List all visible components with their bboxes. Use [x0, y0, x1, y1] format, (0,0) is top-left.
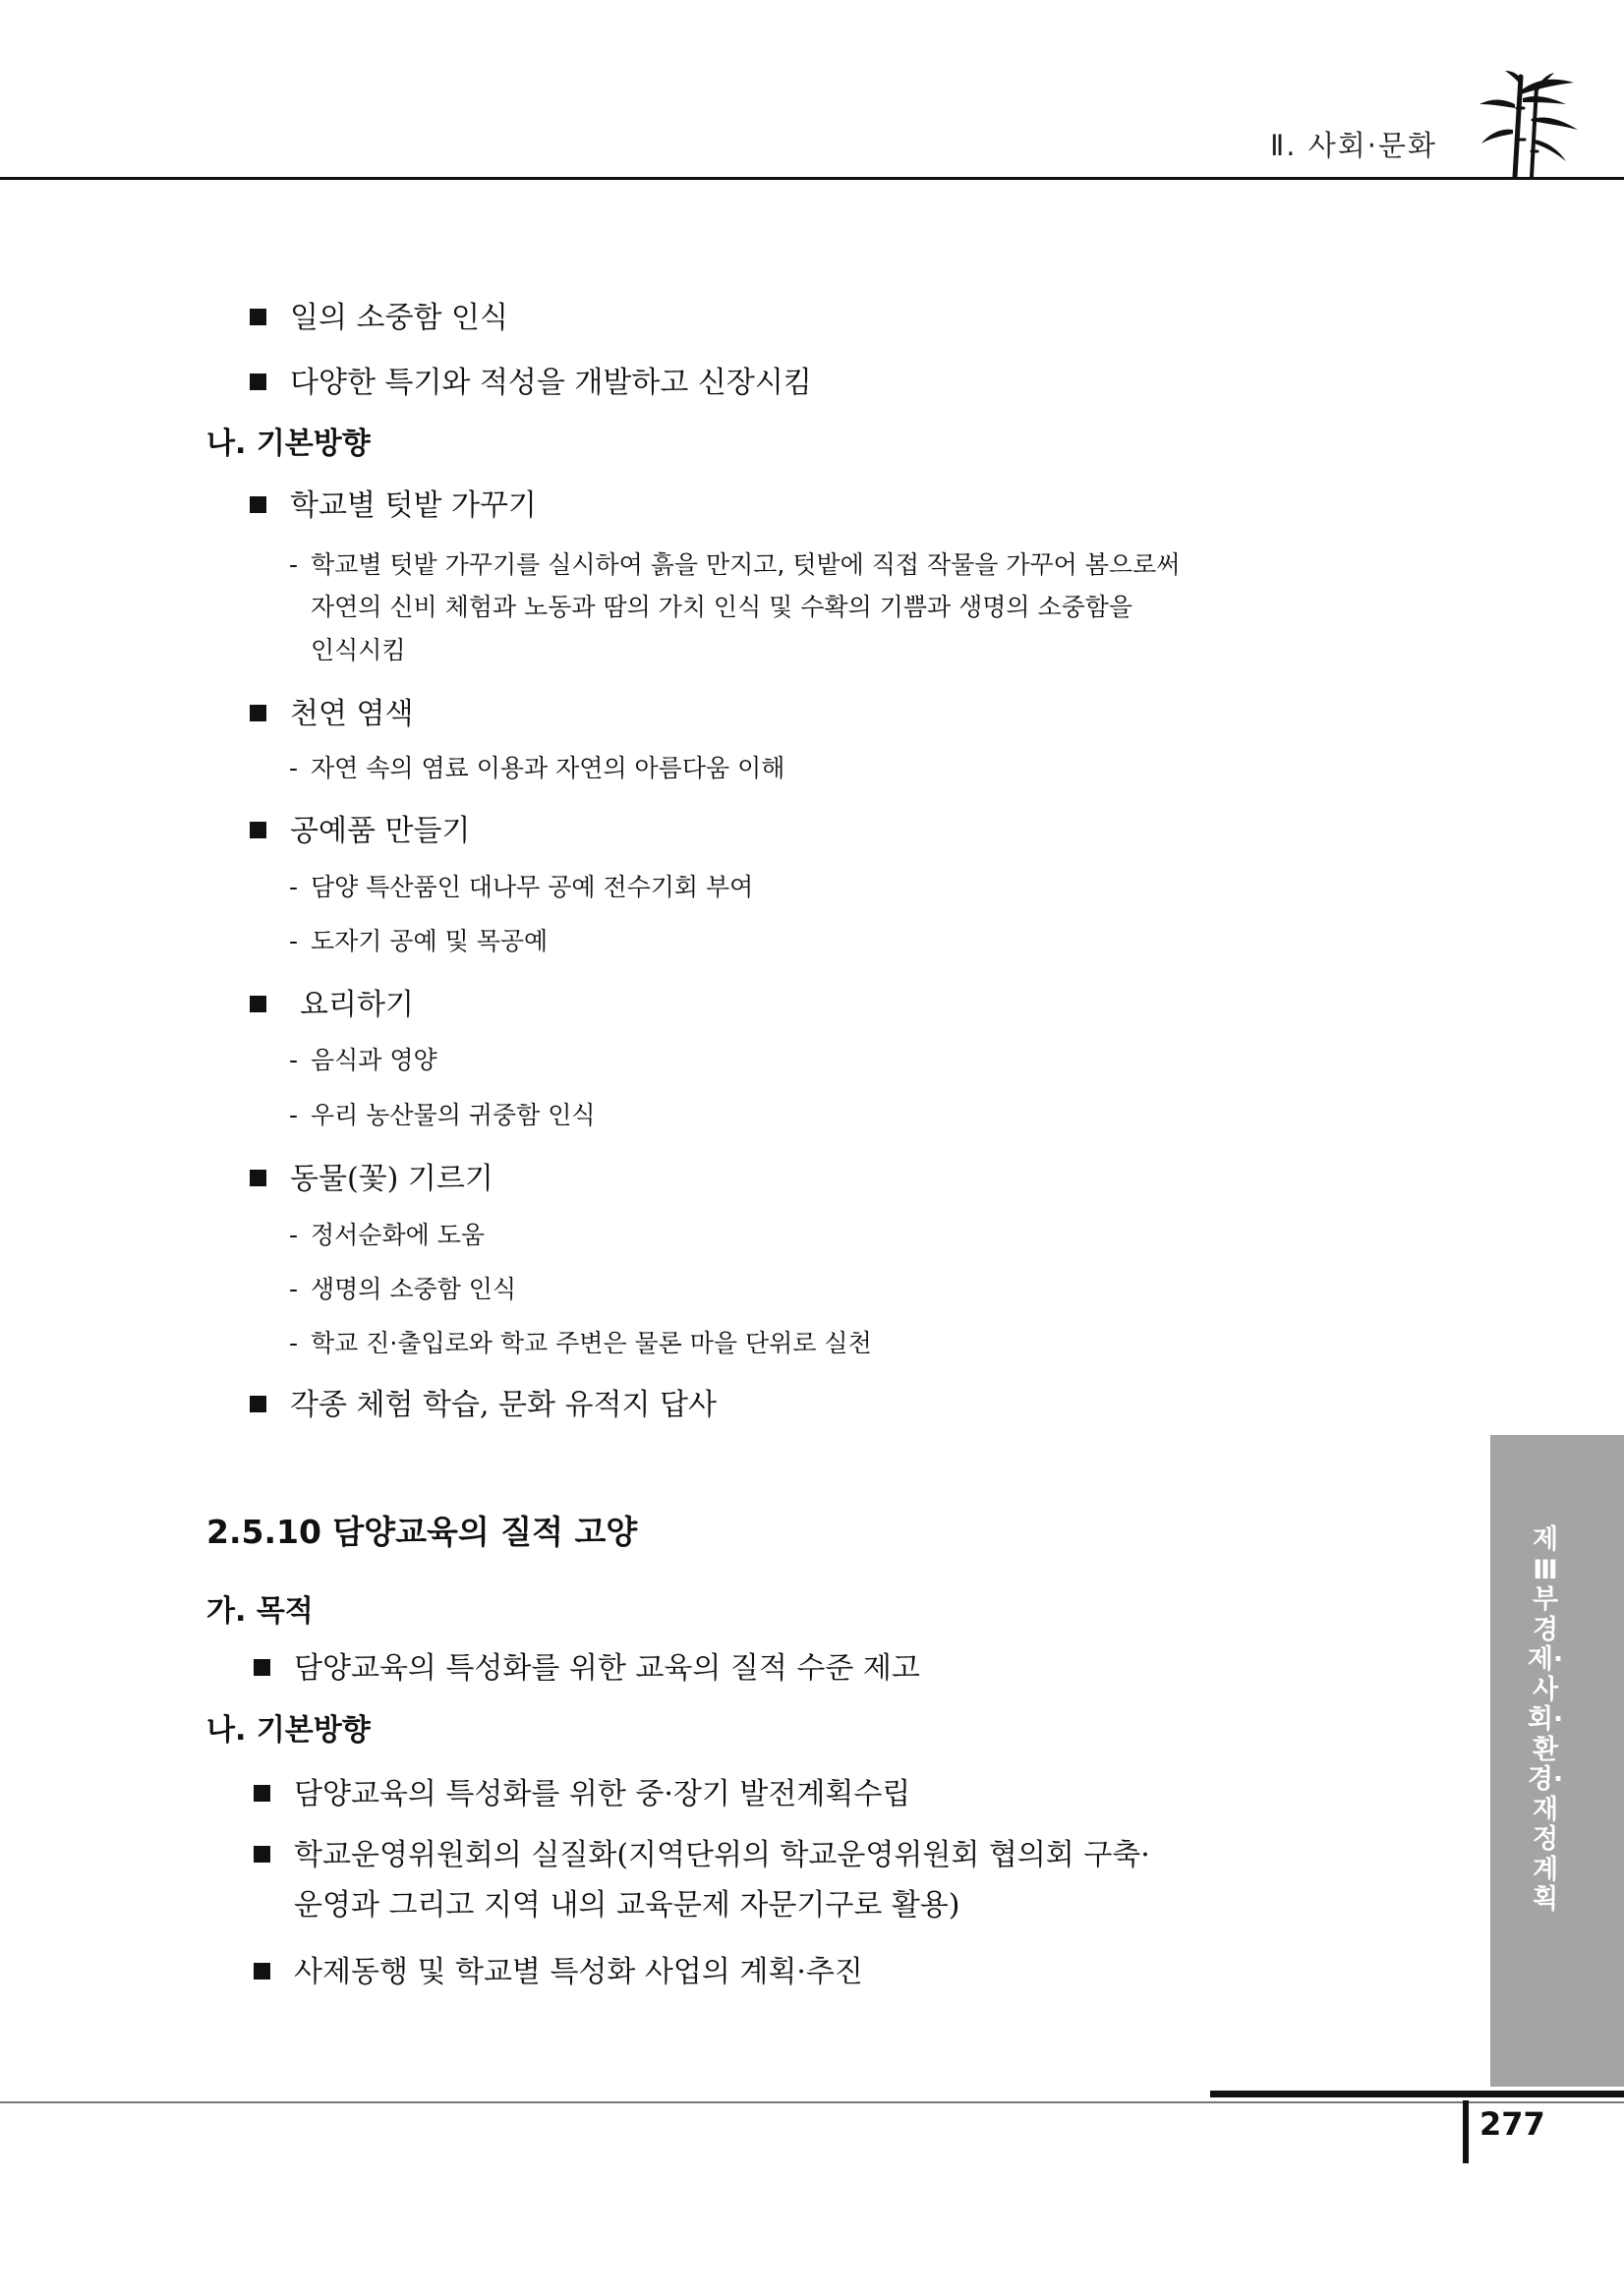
square-bullet-icon — [250, 496, 266, 513]
list-item: 각종 체험 학습, 문화 유적지 답사 — [250, 1380, 717, 1423]
running-header-title: Ⅱ. 사회·문화 — [1270, 129, 1437, 162]
dash-item: - 자연 속의 염료 이용과 자연의 아름다움 이해 — [289, 754, 785, 782]
bamboo-logo — [1478, 69, 1581, 179]
square-bullet-icon — [254, 1785, 270, 1802]
square-bullet-icon — [250, 309, 266, 325]
dash-item: - 우리 농산물의 귀중함 인식 — [289, 1101, 596, 1129]
square-bullet-icon — [254, 1659, 270, 1676]
square-bullet-icon — [254, 1846, 270, 1863]
dash-item: - 학교 진·출입로와 학교 주변은 물론 마을 단위로 실천 — [289, 1329, 872, 1357]
square-bullet-icon — [254, 1963, 270, 1980]
subheading-basic-direction: 나. 기본방향 — [206, 1713, 371, 1748]
square-bullet-icon — [250, 822, 266, 838]
footer-thick-rule — [1210, 2091, 1624, 2097]
list-item: 공예품 만들기 — [250, 806, 470, 849]
list-item: 학교별 텃밭 가꾸기 — [250, 481, 537, 524]
dash-item: - 생명의 소중함 인식 — [289, 1275, 517, 1303]
page-number-bar — [1463, 2100, 1469, 2163]
list-item: 사제동행 및 학교별 특성화 사업의 계획·추진 — [254, 1947, 863, 1990]
list-item: 담양교육의 특성화를 위한 교육의 질적 수준 제고 — [254, 1643, 920, 1687]
list-item: 천연 염색 — [250, 689, 413, 732]
dash-item: - 정서순화에 도움 — [289, 1221, 485, 1249]
section-title: 담양교육의 질적 고양 — [332, 1513, 638, 1551]
subheading-basic-direction: 나. 기본방향 — [206, 427, 371, 461]
dash-item-continuation: 자연의 신비 체험과 노동과 땀의 가치 인식 및 수확의 기쁨과 생명의 소중함을 — [311, 593, 1133, 621]
square-bullet-icon — [250, 996, 266, 1012]
square-bullet-icon — [250, 1396, 266, 1412]
side-chapter-label: 제Ⅲ부 경제·사회·환경·재정계획 — [1527, 1524, 1564, 1915]
square-bullet-icon — [250, 1170, 266, 1186]
subheading-purpose: 가. 목적 — [206, 1594, 314, 1629]
square-bullet-icon — [250, 373, 266, 390]
list-item: 다양한 특기와 적성을 개발하고 신장시킴 — [250, 358, 812, 401]
dash-item: - 음식과 영양 — [289, 1046, 437, 1074]
dash-item: - 도자기 공예 및 목공예 — [289, 927, 549, 955]
list-item: 담양교육의 특성화를 위한 중·장기 발전계획수립 — [254, 1769, 910, 1812]
section-number: 2.5.10 — [206, 1513, 321, 1551]
list-item: 일의 소중함 인식 — [250, 293, 508, 336]
dash-item-continuation: 인식시킴 — [311, 636, 406, 664]
footer-rule — [0, 2101, 1624, 2103]
list-item: 요리하기 — [250, 980, 414, 1023]
list-item: 동물(꽃) 기르기 — [250, 1154, 493, 1197]
square-bullet-icon — [250, 705, 266, 721]
list-item: 학교운영위원회의 실질화(지역단위의 학교운영위원회 협의회 구축· — [254, 1830, 1150, 1873]
section-heading — [206, 1507, 637, 1553]
dash-item: - 담양 특산품인 대나무 공예 전수기회 부여 — [289, 873, 754, 901]
page-number: 277 — [1479, 2105, 1545, 2143]
header-rule — [0, 177, 1624, 180]
dash-item: - 학교별 텃밭 가꾸기를 실시하여 흙을 만지고, 텃밭에 직접 작물을 가꾸어 봄으로써 — [289, 550, 1181, 579]
list-item-continuation: 운영과 그리고 지역 내의 교육문제 자문기구로 활용) — [294, 1888, 960, 1923]
